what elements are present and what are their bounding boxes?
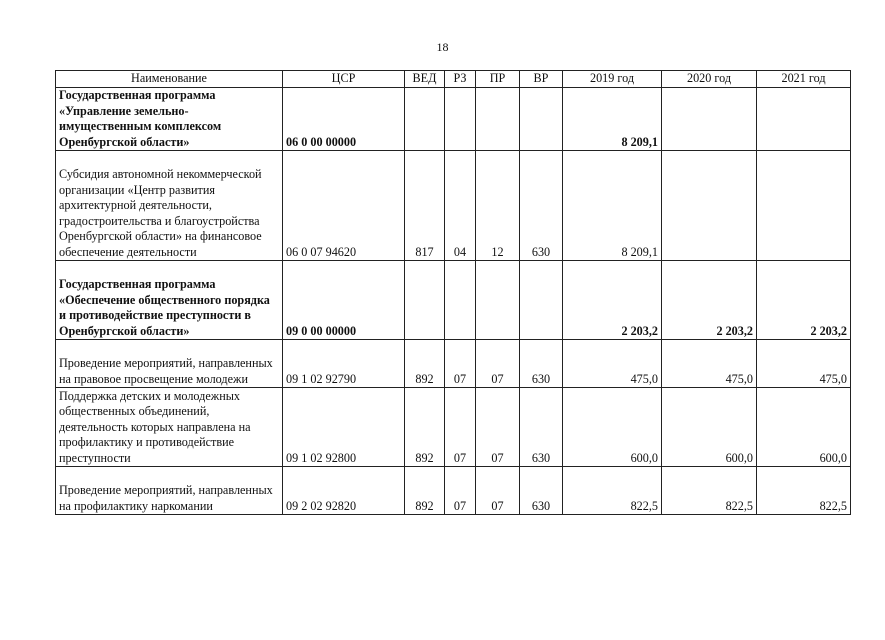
table-row	[56, 88, 851, 151]
header-ved: ВЕД	[405, 71, 445, 88]
cell-2021: 475,0	[757, 340, 851, 388]
cell-csr: 09 1 02 92790	[283, 340, 405, 388]
cell-name: Субсидия автономной некоммерческой организации «Центр развития архитектурной деятельности, градостроительства и благоустройства Оренбургской области» на финансовое обеспечение деятельности	[56, 151, 283, 261]
header-2021: 2021 год	[757, 71, 851, 88]
cell-rz: 07	[445, 388, 476, 467]
header-name: Наименование	[56, 71, 283, 88]
table-row	[56, 340, 851, 388]
cell-pr	[476, 88, 520, 151]
table-row	[56, 261, 851, 340]
cell-2021: 2 203,2	[757, 261, 851, 340]
cell-ved: 892	[405, 340, 445, 388]
cell-pr: 07	[476, 340, 520, 388]
cell-rz: 07	[445, 467, 476, 515]
cell-vr: 630	[520, 388, 563, 467]
cell-ved: 892	[405, 388, 445, 467]
cell-name: Государственная программа «Управление земельно-имущественным комплексом Оренбургской области»	[56, 88, 283, 151]
header-vr: ВР	[520, 71, 563, 88]
cell-2021	[757, 151, 851, 261]
cell-ved: 892	[405, 467, 445, 515]
cell-pr: 07	[476, 467, 520, 515]
cell-2019: 822,5	[563, 467, 662, 515]
header-2020: 2020 год	[662, 71, 757, 88]
cell-csr: 06 0 07 94620	[283, 151, 405, 261]
cell-pr: 07	[476, 388, 520, 467]
cell-csr: 06 0 00 00000	[283, 88, 405, 151]
cell-name: Проведение мероприятий, направленных на профилактику наркомании	[56, 467, 283, 515]
cell-ved	[405, 88, 445, 151]
cell-2019: 2 203,2	[563, 261, 662, 340]
cell-csr: 09 2 02 92820	[283, 467, 405, 515]
cell-2020: 2 203,2	[662, 261, 757, 340]
header-2019: 2019 год	[563, 71, 662, 88]
table-row	[56, 467, 851, 515]
table-row	[56, 151, 851, 261]
cell-2021: 822,5	[757, 467, 851, 515]
cell-2020	[662, 151, 757, 261]
cell-rz: 04	[445, 151, 476, 261]
header-csr: ЦСР	[283, 71, 405, 88]
header-rz: РЗ	[445, 71, 476, 88]
cell-vr	[520, 88, 563, 151]
cell-csr: 09 0 00 00000	[283, 261, 405, 340]
cell-name: Проведение мероприятий, направленных на правовое просвещение молодежи	[56, 340, 283, 388]
cell-ved	[405, 261, 445, 340]
cell-ved: 817	[405, 151, 445, 261]
cell-2020	[662, 88, 757, 151]
table-row	[56, 388, 851, 467]
cell-vr: 630	[520, 340, 563, 388]
cell-2019: 600,0	[563, 388, 662, 467]
cell-rz	[445, 261, 476, 340]
cell-2019: 8 209,1	[563, 88, 662, 151]
budget-table	[55, 70, 851, 515]
cell-2020: 475,0	[662, 340, 757, 388]
cell-rz: 07	[445, 340, 476, 388]
cell-vr: 630	[520, 467, 563, 515]
cell-2019: 475,0	[563, 340, 662, 388]
page-number: 18	[436, 40, 449, 54]
cell-name: Государственная программа «Обеспечение общественного порядка и противодействие преступности в Оренбургской области»	[56, 261, 283, 340]
cell-csr: 09 1 02 92800	[283, 388, 405, 467]
cell-vr	[520, 261, 563, 340]
cell-vr: 630	[520, 151, 563, 261]
cell-2021: 600,0	[757, 388, 851, 467]
cell-pr	[476, 261, 520, 340]
header-pr: ПР	[476, 71, 520, 88]
cell-pr: 12	[476, 151, 520, 261]
cell-2021	[757, 88, 851, 151]
cell-name: Поддержка детских и молодежных общественных объединений, деятельность которых направлена на профилактику и противодействие преступности	[56, 388, 283, 467]
cell-rz	[445, 88, 476, 151]
cell-2020: 822,5	[662, 467, 757, 515]
cell-2019: 8 209,1	[563, 151, 662, 261]
cell-2020: 600,0	[662, 388, 757, 467]
table-header-row	[56, 71, 851, 88]
